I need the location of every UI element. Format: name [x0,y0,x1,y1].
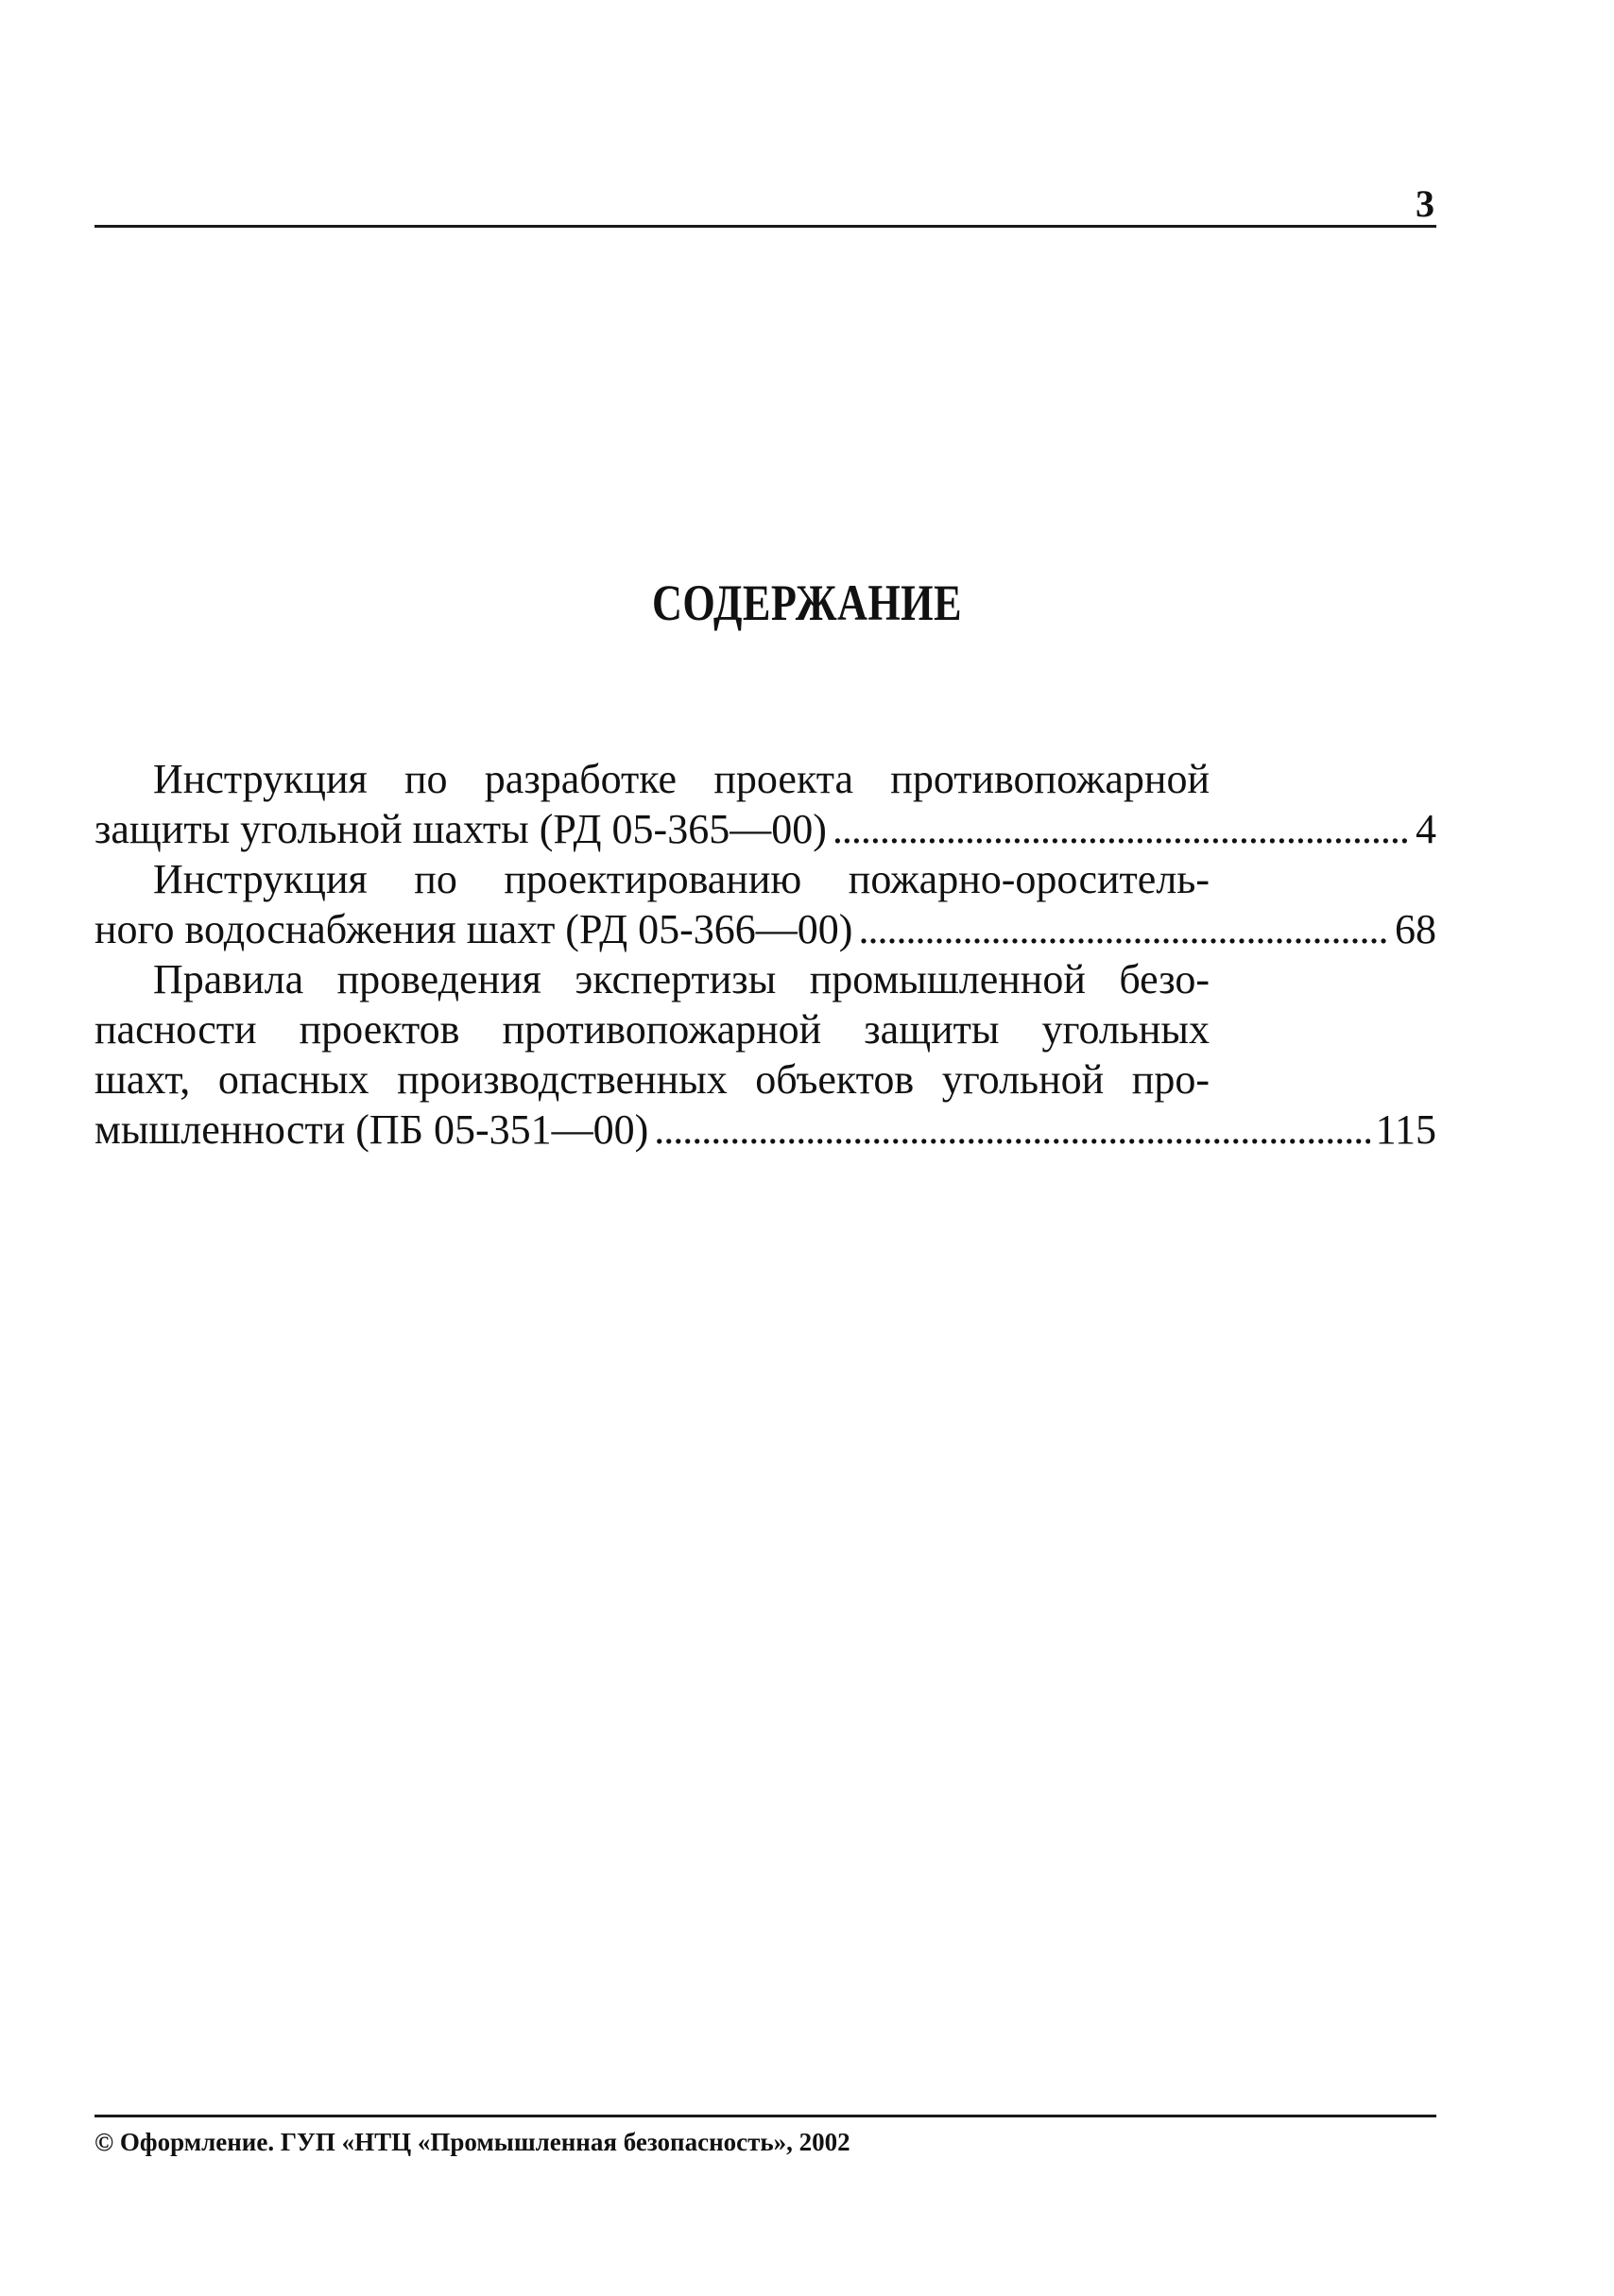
toc-entry-line: Инструкция по разработке проекта противопожарной [153,756,1210,802]
toc-entry-last-line [94,904,1436,954]
table-of-contents [94,754,1436,1155]
toc-page-number: 68 [1395,906,1436,952]
toc-entry-last-line [94,804,1436,854]
toc-entry-line: защиты угольной шахты (РД 05-365—00) [94,806,827,852]
dot-leader [654,1105,1369,1155]
toc-entry-fire-protection-project[interactable] [94,754,1436,854]
toc-page-number: 115 [1375,1106,1436,1153]
toc-entry-line: мышленности (ПБ 05-351—00) [94,1106,649,1153]
dot-leader [833,804,1410,854]
footer-copyright: © Оформление. ГУП «НТЦ «Промышленная безопасность», 2002 [94,2128,850,2156]
toc-entry-water-supply-design[interactable] [94,854,1436,954]
toc-title: СОДЕРЖАНИЕ [652,574,962,631]
toc-page-number: 4 [1416,806,1436,852]
toc-entry-line: ного водоснабжения шахт (РД 05-366—00) [94,906,853,952]
header-rule [94,225,1436,228]
toc-entry-last-line [94,1105,1436,1155]
toc-entry-line: пасности проектов противопожарной защиты угольных [94,1006,1210,1053]
toc-entry-line: шахт, опасных производственных объектов угольной про- [94,1056,1210,1103]
footer-rule [94,2115,1436,2117]
toc-entry-line: Инструкция по проектированию пожарно-ороситель- [153,856,1210,902]
toc-entry-safety-expertise-rules[interactable] [94,954,1436,1155]
page-number: 3 [1416,182,1434,225]
dot-leader [858,904,1389,954]
toc-entry-line: Правила проведения экспертизы промышленной безо- [153,956,1210,1002]
